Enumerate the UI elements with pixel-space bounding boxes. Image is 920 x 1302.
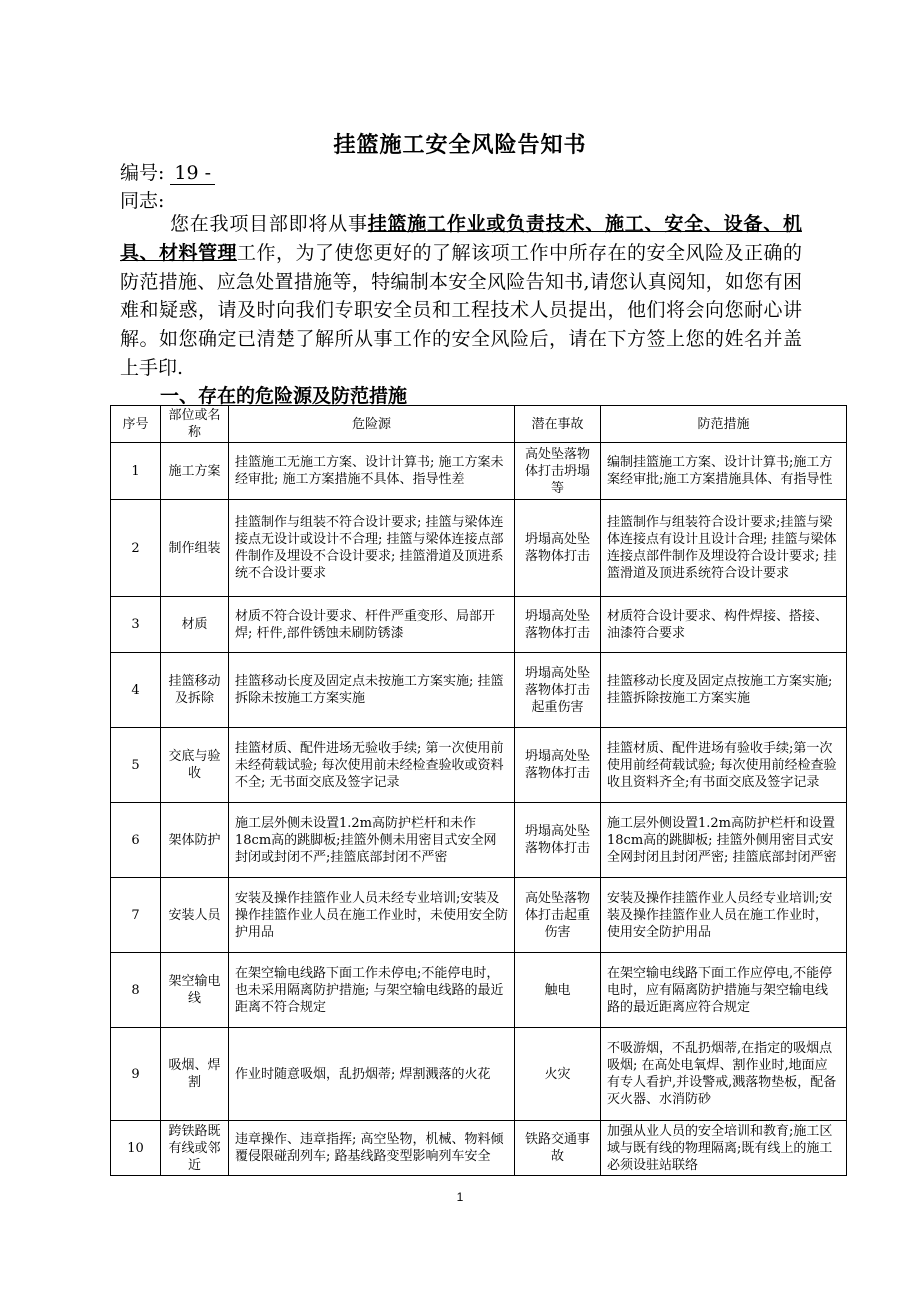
cell-part: 安装人员: [161, 878, 229, 953]
hazard-table: [110, 405, 847, 1176]
cell-accident: 火灾: [515, 1028, 601, 1121]
cell-measure: 安装及操作挂篮作业人员经专业培训;安装及操作挂篮作业人员在施工作业时，使用安全防护用品: [601, 878, 847, 953]
cell-no: 3: [111, 597, 161, 653]
table-row: [111, 653, 847, 728]
page-number: 1: [456, 1190, 464, 1204]
cell-accident: 坍塌高处坠落物体打击: [515, 803, 601, 878]
number-value: 19 -: [170, 162, 215, 185]
cell-accident: 坍塌高处坠落物体打击: [515, 597, 601, 653]
cell-no: 10: [111, 1121, 161, 1176]
cell-no: 2: [111, 500, 161, 597]
cell-part: 架空输电线: [161, 953, 229, 1028]
cell-accident: 铁路交通事故: [515, 1121, 601, 1176]
table-row: [111, 803, 847, 878]
document-number: [120, 158, 215, 185]
cell-risk: 施工层外侧未设置1.2m高防护栏杆和未作18cm高的跳脚板;挂篮外侧未用密目式安全网封闭或封闭不严;挂篮底部封闭不严密: [229, 803, 515, 878]
header-accident: 潜在事故: [515, 406, 601, 443]
number-label: 编号:: [120, 162, 165, 184]
table-row: [111, 1028, 847, 1121]
cell-accident: 高处坠落物体打击起重伤害: [515, 878, 601, 953]
cell-measure: 编制挂篮施工方案、设计计算书;施工方案经审批;施工方案措施具体、有指导性: [601, 443, 847, 500]
cell-measure: 在架空输电线路下面工作应停电,不能停电时，应有隔离防护措施与架空输电线路的最近距离应符合规定: [601, 953, 847, 1028]
header-part: 部位或名称: [161, 406, 229, 443]
header-no: 序号: [111, 406, 161, 443]
table-row: [111, 597, 847, 653]
cell-accident: 坍塌高处坠落物体打击: [515, 728, 601, 803]
cell-accident: 高处坠落物体打击坍塌等: [515, 443, 601, 500]
cell-part: 材质: [161, 597, 229, 653]
cell-risk: 挂篮制作与组装不符合设计要求; 挂篮与梁体连接点无设计或设计不合理; 挂篮与梁体连接点部件制作及埋设不合设计要求; 挂篮滑道及顶进系统不合设计要求: [229, 500, 515, 597]
cell-measure: 材质符合设计要求、构件焊接、搭接、油漆符合要求: [601, 597, 847, 653]
cell-part: 交底与验收: [161, 728, 229, 803]
header-risk: 危险源: [229, 406, 515, 443]
cell-risk: 安装及操作挂篮作业人员未经专业培训;安装及操作挂篮作业人员在施工作业时，未使用安全防护用品: [229, 878, 515, 953]
cell-no: 1: [111, 443, 161, 500]
table-row: [111, 878, 847, 953]
intro-after: 工作，为了使您更好的了解该项工作中所存在的安全风险及正确的防范措施、应急处置措施等，特编制本安全风险告知书,请您认真阅知，如您有困难和疑惑，请及时向我们专职安全员和工程技术人员提出，他们将会向您耐心讲解。如您确定已清楚了解所从事工作的安全风险后，请在下方签上您的姓名并盖上手印.: [120, 241, 802, 379]
table-row: [111, 443, 847, 500]
cell-part: 挂篮移动及拆除: [161, 653, 229, 728]
cell-no: 5: [111, 728, 161, 803]
cell-no: 4: [111, 653, 161, 728]
cell-risk: 挂篮施工无施工方案、设计计算书; 施工方案未经审批; 施工方案措施不具体、指导性差: [229, 443, 515, 500]
table-row: [111, 728, 847, 803]
cell-measure: 挂篮移动长度及固定点按施工方案实施; 挂篮拆除按施工方案实施: [601, 653, 847, 728]
cell-no: 9: [111, 1028, 161, 1121]
intro-paragraph: [120, 210, 802, 383]
cell-no: 6: [111, 803, 161, 878]
cell-risk: 挂篮材质、配件进场无验收手续; 第一次使用前未经荷载试验; 每次使用前未经检查验收或资料不全; 无书面交底及签字记录: [229, 728, 515, 803]
cell-measure: 不吸游烟，不乱扔烟蒂,在指定的吸烟点吸烟; 在高处电氧焊、割作业时,地面应有专人看护,并设警戒,溅落物垫板，配备灭火器、水消防砂: [601, 1028, 847, 1121]
cell-accident: 触电: [515, 953, 601, 1028]
cell-measure: 挂篮材质、配件进场有验收手续;第一次使用前经荷载试验; 每次使用前经检查验收且资料齐全;有书面交底及签字记录: [601, 728, 847, 803]
cell-risk: 材质不符合设计要求、杆件严重变形、局部开焊; 杆件,部件锈蚀未刷防锈漆: [229, 597, 515, 653]
cell-measure: 加强从业人员的安全培训和教育;施工区域与既有线的物理隔离;既有线上的施工必须设驻站联络: [601, 1121, 847, 1176]
cell-measure: 施工层外侧设置1.2m高防护栏杆和设置18cm高的跳脚板; 挂篮外侧用密目式安全网封闭且封闭严密; 挂篮底部封闭严密: [601, 803, 847, 878]
cell-accident: 坍塌高处坠落物体打击起重伤害: [515, 653, 601, 728]
table-row: [111, 1121, 847, 1176]
salutation: 同志:: [120, 190, 165, 212]
cell-risk: 挂篮移动长度及固定点未按施工方案实施; 挂篮拆除未按施工方案实施: [229, 653, 515, 728]
cell-part: 跨铁路既有线或邻近: [161, 1121, 229, 1176]
cell-accident: 坍塌高处坠落物体打击: [515, 500, 601, 597]
table-header-row: [111, 406, 847, 443]
document-title: 挂篮施工安全风险告知书: [333, 133, 587, 158]
header-measure: 防范措施: [601, 406, 847, 443]
section-title: 一、存在的危险源及防范措施: [160, 385, 408, 407]
table-row: [111, 500, 847, 597]
cell-risk: 违章操作、违章指挥; 高空坠物，机械、物料倾覆侵限碰刮列车; 路基线路变型影响列车安全: [229, 1121, 515, 1176]
table-row: [111, 953, 847, 1028]
cell-part: 制作组装: [161, 500, 229, 597]
cell-no: 8: [111, 953, 161, 1028]
intro-duty: 挂篮施工作业或负责技术、施工、安全、设备、机具、材料管理: [120, 213, 802, 264]
cell-part: 施工方案: [161, 443, 229, 500]
cell-risk: 在架空输电线路下面工作未停电;不能停电时，也未采用隔离防护措施; 与架空输电线路的最近距离不符合规定: [229, 953, 515, 1028]
cell-no: 7: [111, 878, 161, 953]
cell-part: 架体防护: [161, 803, 229, 878]
cell-risk: 作业时随意吸烟，乱扔烟蒂; 焊割溅落的火花: [229, 1028, 515, 1121]
cell-measure: 挂篮制作与组装符合设计要求;挂篮与梁体连接点有设计且设计合理; 挂篮与梁体连接点部件制作及埋设符合设计要求; 挂篮滑道及顶进系统符合设计要求: [601, 500, 847, 597]
intro-before: 您在我项目部即将从事: [170, 213, 368, 235]
cell-part: 吸烟、焊割: [161, 1028, 229, 1121]
